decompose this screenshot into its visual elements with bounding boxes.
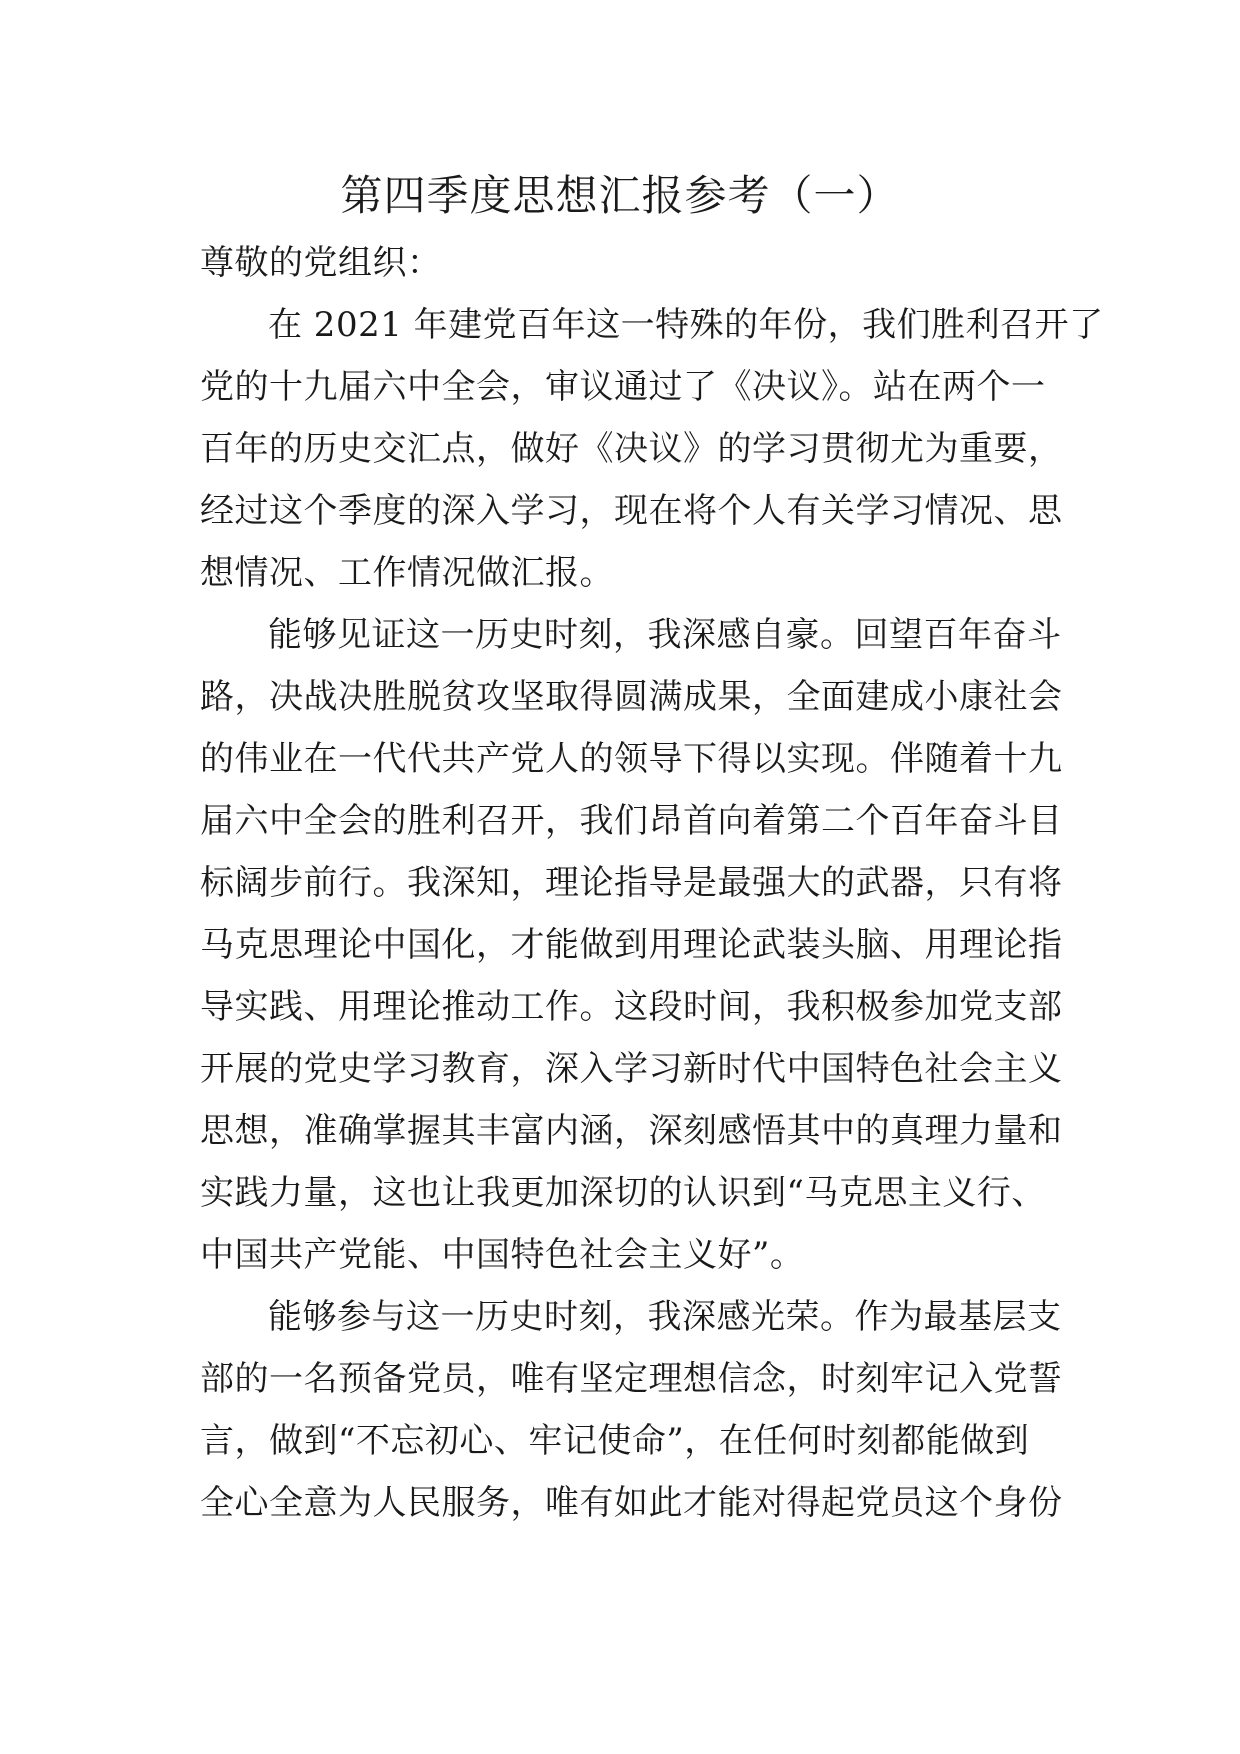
text-line: 届六中全会的胜利召开，我们昂首向着第二个百年奋斗目 xyxy=(200,801,1063,841)
text-line: 路，决战决胜脱贫攻坚取得圆满成果，全面建成小康社会 xyxy=(200,677,1063,717)
text-line: 马克思理论中国化，才能做到用理论武装头脑、用理论指 xyxy=(200,925,1063,965)
document-body xyxy=(200,232,1104,1534)
text-line: 的伟业在一代代共产党人的领导下得以实现。伴随着十九 xyxy=(200,739,1063,779)
text-line: 能够见证这一历史时刻，我深感自豪。回望百年奋斗 xyxy=(268,615,1062,655)
text-line: 百年的历史交汇点，做好《决议》的学习贯彻尤为重要， xyxy=(200,429,1063,469)
text-line: 导实践、用理论推动工作。这段时间，我积极参加党支部 xyxy=(200,987,1063,1027)
paragraph-lines xyxy=(200,294,1104,1534)
document-title: 第四季度思想汇报参考（一） xyxy=(340,171,900,220)
text-line: 想情况、工作情况做汇报。 xyxy=(200,553,614,593)
text-line: 全心全意为人民服务，唯有如此才能对得起党员这个身份 xyxy=(200,1483,1063,1523)
text-line: 党的十九届六中全会，审议通过了《决议》。站在两个一 xyxy=(200,367,1046,407)
text-line: 在 2021 年建党百年这一特殊的年份，我们胜利召开了 xyxy=(268,305,1104,345)
text-line: 中国共产党能、中国特色社会主义好”。 xyxy=(200,1235,805,1275)
text-line: 标阔步前行。我深知，理论指导是最强大的武器，只有将 xyxy=(200,863,1063,903)
text-line: 思想，准确掌握其丰富内涵，深刻感悟其中的真理力量和 xyxy=(200,1111,1063,1151)
text-line: 经过这个季度的深入学习，现在将个人有关学习情况、思 xyxy=(200,491,1063,531)
salutation: 尊敬的党组织： xyxy=(200,243,442,283)
text-line: 开展的党史学习教育，深入学习新时代中国特色社会主义 xyxy=(200,1049,1063,1089)
text-line: 言，做到“不忘初心、牢记使命”，在任何时刻都能做到 xyxy=(200,1421,1030,1461)
text-line: 实践力量，这也让我更加深切的认识到“马克思主义行、 xyxy=(200,1173,1046,1213)
text-line: 部的一名预备党员，唯有坚定理想信念，时刻牢记入党誓 xyxy=(200,1359,1063,1399)
text-line: 能够参与这一历史时刻，我深感光荣。作为最基层支 xyxy=(268,1297,1062,1337)
